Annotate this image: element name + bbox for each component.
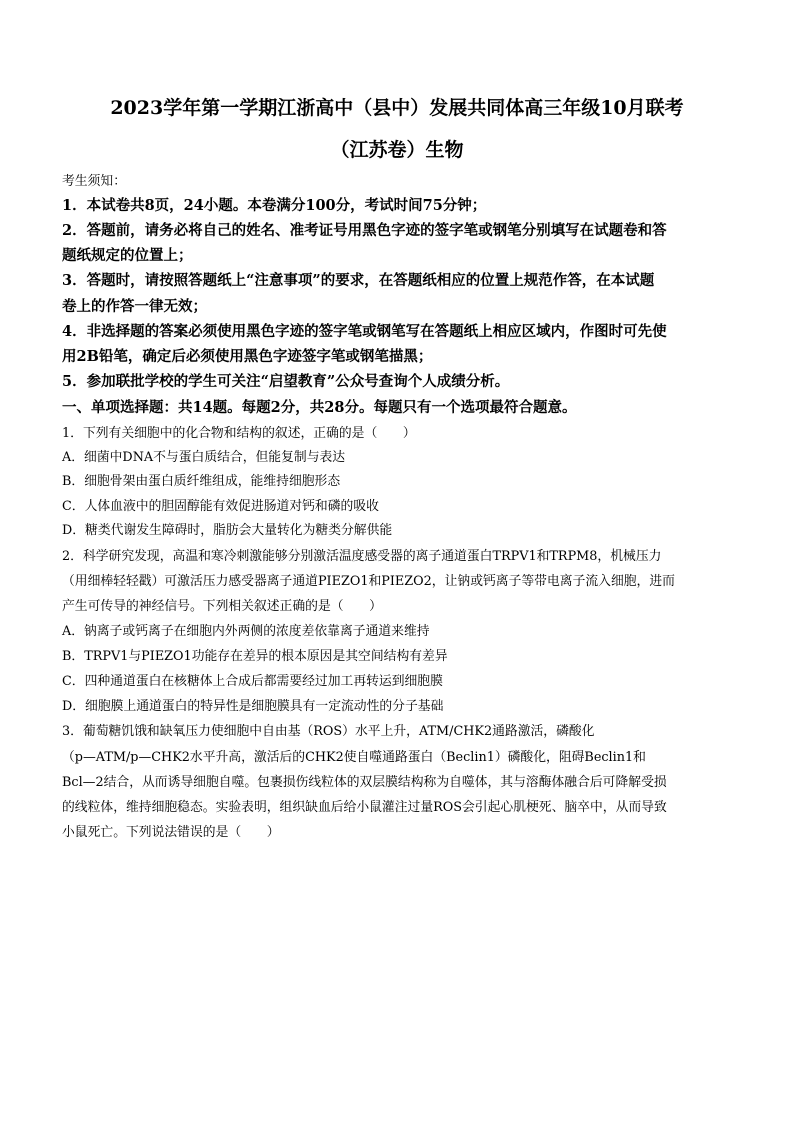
question-3-stem-line3: Bcl—2结合，从而诱导细胞自噬。包裹损伤线粒体的双层膜结构称为自噬体，其与溶酶体融合后可降解受损: [62, 775, 667, 790]
notice-item-2-line1: 2．答题前，请务必将自己的姓名、准考证号用黑色字迹的签字笔或钢笔分别填写在试题卷和答: [62, 222, 667, 239]
question-1-stem: 1．下列有关细胞中的化合物和结构的叙述，正确的是（ ）: [62, 426, 416, 441]
question-2-option-a: A．钠离子或钙离子在细胞内外两侧的浓度差依靠离子通道来维持: [62, 624, 430, 639]
question-2-stem-line3: 产生可传导的神经信号。下列相关叙述正确的是（ ）: [62, 599, 382, 614]
notice-item-1: 1．本试卷共8页，24小题。本卷满分100分，考试时间75分钟；: [62, 197, 487, 214]
notice-heading: 考生须知：: [62, 174, 126, 189]
exam-title-line1: 2023学年第一学期江浙高中（县中）发展共同体高三年级10月联考: [110, 97, 684, 119]
question-3-stem-line5: 小鼠死亡。下列说法错误的是（ ）: [62, 825, 280, 840]
question-3-stem-line4: 的线粒体，维持细胞稳态。实验表明，组织缺血后给小鼠灌注过量ROS会引起心肌梗死、脑卒中，从而导致: [62, 800, 667, 815]
question-1-option-d: D．糖类代谢发生障碍时，脂肪会大量转化为糖类分解供能: [62, 523, 393, 538]
exam-title-line2: （江苏卷）生物: [330, 139, 464, 161]
notice-item-4-line1: 4．非选择题的答案必须使用黑色字迹的签字笔或钢笔写在答题纸上相应区域内，作图时可先使: [62, 323, 667, 340]
notice-item-2-line2: 题纸规定的位置上；: [62, 247, 193, 264]
question-2-option-d: D．细胞膜上通道蛋白的特异性是细胞膜具有一定流动性的分子基础: [62, 699, 444, 714]
notice-item-4-line2: 用2B铅笔，确定后必须使用黑色字迹签字笔或钢笔描黑；: [62, 348, 433, 365]
question-2-option-b: B．TRPV1与PIEZO1功能存在差异的根本原因是其空间结构有差异: [62, 649, 448, 664]
question-3-stem-line2: （p—ATM/p—CHK2水平升高，激活后的CHK2使自噬通路蛋白（Beclin1）磷酸化，阻碍Beclin1和: [62, 750, 646, 765]
question-2-stem-line1: 2．科学研究发现，高温和寒冷刺激能够分别激活温度感受器的离子通道蛋白TRPV1和TRPM8，机械压力: [62, 549, 662, 564]
question-2-option-c: C．四种通道蛋白在核糖体上合成后都需要经过加工再转运到细胞膜: [62, 674, 443, 689]
question-1-option-a: A．细菌中DNA不与蛋白质结合，但能复制与表达: [62, 450, 346, 465]
question-1-option-b: B．细胞骨架由蛋白质纤维组成，能维持细胞形态: [62, 474, 341, 489]
notice-item-3-line1: 3．答题时，请按照答题纸上“注意事项”的要求，在答题纸相应的位置上规范作答，在本试题: [62, 272, 655, 289]
section-1-heading: 一、单项选择题：共14题。每题2分，共28分。每题只有一个选项最符合题意。: [62, 399, 577, 416]
question-1-option-c: C．人体血液中的胆固醇能有效促进肠道对钙和磷的吸收: [62, 499, 379, 514]
question-3-stem-line1: 3．葡萄糖饥饿和缺氧压力使细胞中自由基（ROS）水平上升，ATM/CHK2通路激活，磷酸化: [62, 724, 595, 739]
question-2-stem-line2: （用细棒轻轻戳）可激活压力感受器离子通道PIEZO1和PIEZO2，让钠或钙离子等带电离子流入细胞，进而: [62, 574, 675, 589]
notice-item-3-line2: 卷上的作答一律无效；: [62, 298, 207, 315]
notice-item-5: 5．参加联批学校的学生可关注“启望教育”公众号查询个人成绩分析。: [62, 373, 510, 390]
